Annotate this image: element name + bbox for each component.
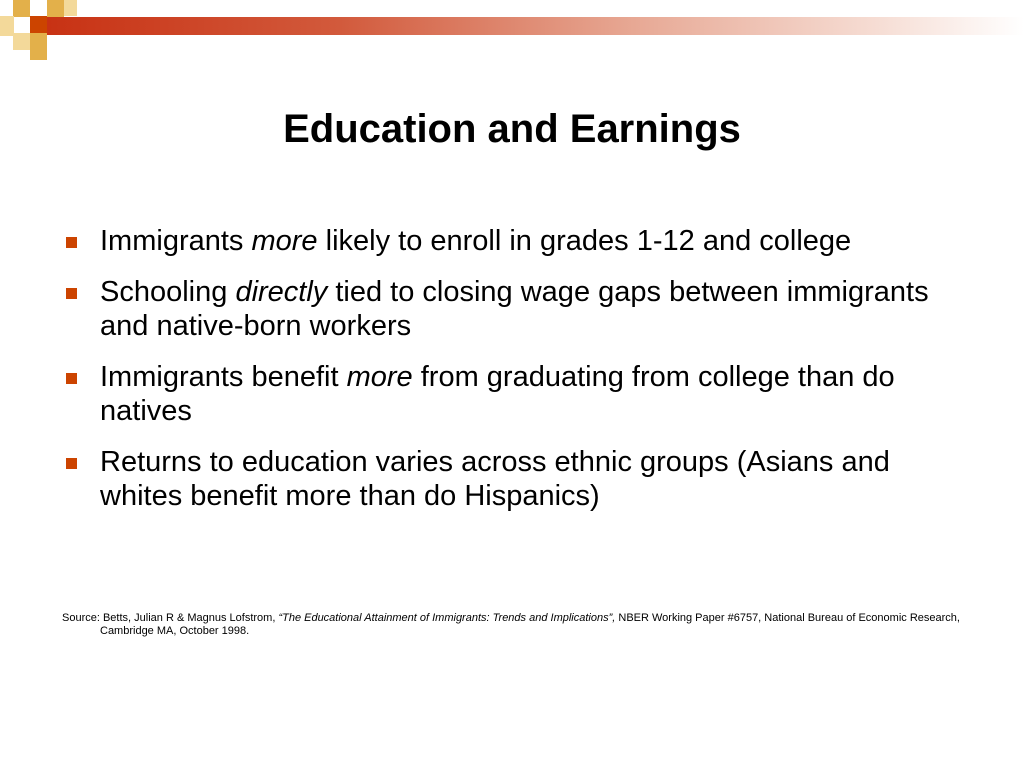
bullet-item [62, 275, 942, 343]
bullet-text: Immigrants [100, 225, 252, 257]
square-bullet-icon [66, 237, 77, 248]
bullet-text: from graduating from college than do natives [100, 361, 895, 427]
deco-square [0, 16, 14, 36]
bullet-emphasis: more [251, 225, 318, 257]
bullet-emphasis: more [346, 361, 413, 393]
bullet-text: Schooling [100, 276, 236, 308]
deco-square-accent [30, 16, 47, 33]
source-citation [62, 612, 980, 638]
deco-square [30, 33, 47, 60]
bullet-emphasis: directly [235, 276, 328, 308]
bullet-text: Immigrants benefit [100, 361, 347, 393]
header-gradient-bar [47, 17, 1024, 35]
deco-square [13, 33, 30, 50]
bullet-item [62, 360, 942, 428]
slide-title: Education and Earnings [283, 107, 741, 151]
bullet-item [62, 224, 942, 258]
square-bullet-icon [66, 288, 77, 299]
source-title: “The Educational Attainment of Immigrants: Trends and Implications”, [278, 612, 616, 624]
bullet-text: likely to enroll in grades 1-12 and college [317, 225, 852, 257]
deco-square [13, 0, 30, 17]
bullet-text: Returns to education varies across ethnic groups (Asians and whites benefit more than do Hispanics) [100, 446, 890, 512]
source-text: NBER Working Paper #6757, National Bureau of Economic Research, Cambridge MA, October 1998. [100, 612, 960, 637]
source-text: Source: Betts, Julian R & Magnus Lofstrom, [62, 612, 279, 624]
square-bullet-icon [66, 458, 77, 469]
deco-square [47, 0, 64, 17]
deco-square [64, 0, 77, 16]
square-bullet-icon [66, 373, 77, 384]
bullet-text: tied to closing wage gaps between immigrants and native-born workers [100, 276, 929, 342]
bullet-item [62, 445, 942, 513]
bullet-list [62, 224, 942, 530]
